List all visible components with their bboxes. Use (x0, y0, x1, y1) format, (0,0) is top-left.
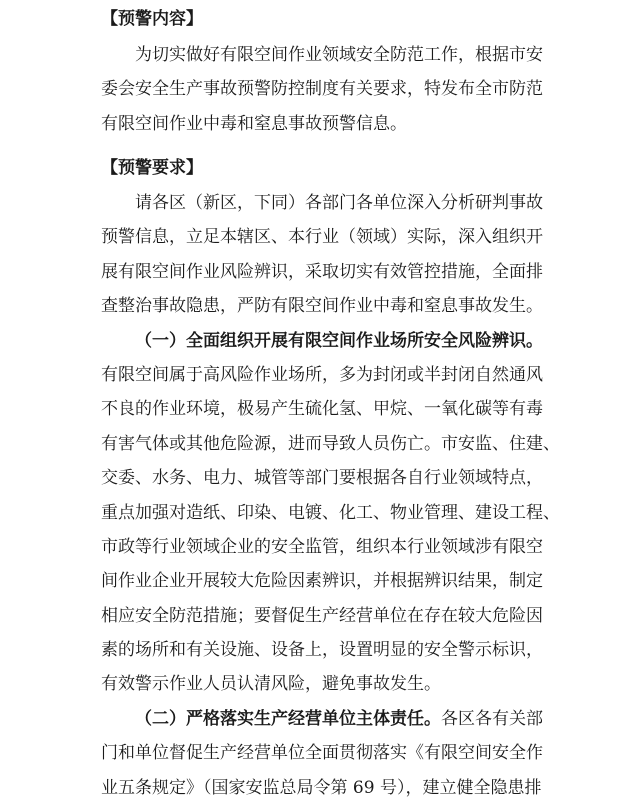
paragraph-line: 有效警示作业人员认清风险，避免事故发生。 (101, 674, 441, 695)
section-heading-content: 【预警内容】 (101, 9, 203, 29)
requirements-body (101, 192, 560, 811)
paragraph-line: 为切实做好有限空间作业领域安全防范工作，根据市安 (135, 45, 543, 65)
item2-title-line (101, 708, 543, 742)
paragraph-line: 预警信息，立足本辖区、本行业（领域）实际，深入组织开 (101, 227, 543, 248)
paragraph-line: 重点加强对造纸、印染、电镀、化工、物业管理、建设工程、 (101, 502, 560, 523)
paragraph-line: 门和单位督促生产经营单位全面贯彻落实《有限空间安全作 (101, 743, 543, 764)
paragraph-line: 有害气体或其他危险源，进而导致人员伤亡。市安监、住建、 (101, 433, 560, 454)
item1-title: （一）全面组织开展有限空间作业场所安全风险辨识。 (135, 330, 543, 351)
paragraph-line: 展有限空间作业风险辨识，采取切实有效管控措施，全面排 (101, 261, 543, 282)
paragraph-line: 委会安全生产事故预警防控制度有关要求，特发布全市防范 (101, 79, 543, 100)
section-heading-requirements: 【预警要求】 (101, 158, 203, 178)
paragraph-line: 查整治事故隐患，严防有限空间作业中毒和窒息事故发生。 (101, 296, 543, 317)
paragraph-line: 有限空间属于高风险作业场所，多为封闭或半封闭自然通风 (101, 364, 543, 385)
paragraph-line: 市政等行业领域企业的安全监管，组织本行业领域涉有限空 (101, 536, 543, 557)
paragraph-line: 请各区（新区，下同）各部门各单位深入分析研判事故 (135, 193, 543, 213)
paragraph-line: 交委、水务、电力、城管等部门要根据各自行业领域特点， (101, 468, 543, 489)
paragraph-line: 相应安全防范措施；要督促生产经营单位在存在较大危险因 (101, 605, 543, 626)
paragraph-line: 不良的作业环境，极易产生硫化氢、甲烷、一氧化碳等有毒 (101, 399, 543, 420)
paragraph-line: 有限空间作业中毒和窒息事故预警信息。 (101, 113, 407, 134)
section-content-paragraph (101, 44, 543, 147)
item2-title: （二）严格落实生产经营单位主体责任。 (135, 708, 441, 729)
paragraph-line: 间作业企业开展较大危险因素辨识，并根据辨识结果，制定 (101, 571, 543, 592)
paragraph-line: 素的场所和有关设施、设备上，设置明显的安全警示标识， (101, 640, 543, 661)
paragraph-line: 业五条规定》（国家安监总局令第 69 号），建立健全隐患排 (101, 777, 542, 798)
item2-title-rest: 各区各有关部 (441, 708, 543, 729)
